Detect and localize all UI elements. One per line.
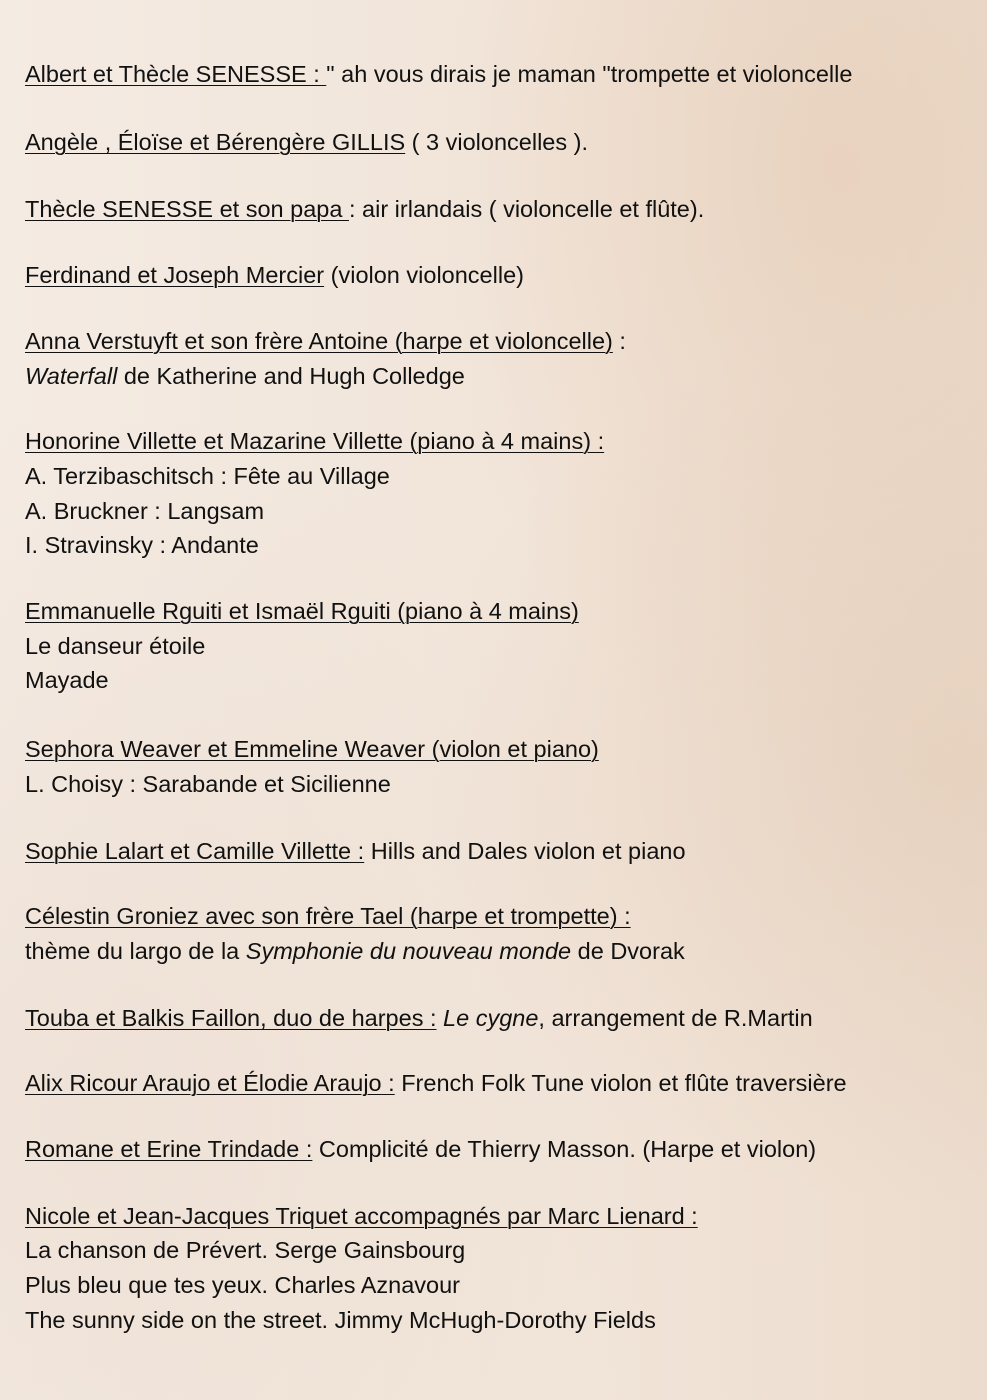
entry-line — [25, 57, 975, 92]
entry-line — [25, 899, 975, 934]
program-entry — [25, 834, 975, 869]
program-list — [25, 57, 975, 1338]
performers: Emmanuelle Rguiti et Ismaël Rguiti (piano à 4 mains) — [25, 598, 579, 625]
work-item: La chanson de Prévert. Serge Gainsbourg — [25, 1237, 466, 1264]
program-entry — [25, 1132, 975, 1167]
performers: Angèle , Éloïse et Bérengère GILLIS — [25, 128, 406, 155]
entry-line — [25, 359, 975, 394]
work-item: Le danseur étoile — [25, 632, 206, 659]
program-entry — [25, 1066, 975, 1101]
piece: : — [612, 327, 626, 354]
piece: " ah vous dirais je maman "trompette et violoncelle — [326, 61, 853, 87]
performers: Sophie Lalart et Camille Villette : — [25, 837, 365, 864]
piece: , arrangement de R.Martin — [538, 1004, 813, 1031]
program-entry — [25, 57, 975, 92]
entry-line — [25, 1001, 975, 1036]
performers: Touba et Balkis Faillon, duo de harpes : — [25, 1004, 437, 1031]
entry-line — [25, 1132, 975, 1167]
program-entry — [25, 424, 975, 563]
entry-line — [25, 732, 975, 767]
entry-line — [25, 258, 975, 293]
entry-line — [25, 934, 975, 969]
program-entry — [25, 192, 975, 227]
entry-line — [25, 594, 975, 629]
work-title: Waterfall — [25, 362, 118, 389]
performers: Célestin Groniez avec son frère Tael (harpe et trompette) : — [25, 903, 631, 930]
work-item: A. Terzibaschitsch : Fête au Village — [25, 462, 390, 489]
program-entry — [25, 1199, 975, 1338]
work-item: The sunny side on the street. Jimmy McHugh-Dorothy Fields — [25, 1306, 656, 1333]
work-credit: de Dvorak — [571, 937, 685, 964]
work-title: Symphonie du nouveau monde — [245, 937, 572, 964]
entry-line — [25, 424, 975, 459]
entry-line — [25, 192, 975, 227]
work-item: Plus bleu que tes yeux. Charles Aznavour — [25, 1272, 461, 1299]
performers: Romane et Erine Trindade : — [25, 1136, 313, 1163]
program-entry — [25, 125, 975, 160]
performers: Nicole et Jean-Jacques Triquet accompagnés par Marc Lienard : — [25, 1202, 698, 1229]
entry-line — [25, 324, 975, 359]
program-entry — [25, 1001, 975, 1036]
performers: Anna Verstuyft et son frère Antoine (harpe et violoncelle) — [25, 327, 613, 354]
piece: Complicité de Thierry Masson. (Harpe et violon) — [312, 1136, 817, 1163]
work-title: Le cygne — [436, 1004, 539, 1031]
performers: Ferdinand et Joseph Mercier — [25, 262, 325, 289]
performers: Alix Ricour Araujo et Élodie Araujo : — [25, 1070, 395, 1097]
program-entry — [25, 324, 975, 393]
piece: Hills and Dales violon et piano — [364, 837, 686, 864]
work-item: I. Stravinsky : Andante — [25, 532, 259, 559]
entry-line — [25, 1199, 975, 1234]
program-entry — [25, 594, 975, 698]
entry-line — [25, 834, 975, 869]
work-prefix: thème du largo de la — [25, 937, 246, 964]
performers: Thècle SENESSE et son papa — [25, 196, 349, 223]
piece: ( 3 violoncelles ). — [405, 128, 589, 155]
performers: Sephora Weaver et Emmeline Weaver (violon et piano) — [25, 736, 599, 763]
work-item: Mayade — [25, 667, 109, 694]
work-credit: de Katherine and Hugh Colledge — [117, 362, 465, 389]
piece: (violon violoncelle) — [324, 262, 524, 289]
program-entry — [25, 899, 975, 968]
entry-line — [25, 125, 975, 160]
performers: Albert et Thècle SENESSE : — [25, 61, 327, 87]
work-item: A. Bruckner : Langsam — [25, 497, 265, 524]
piece: French Folk Tune violon et flûte traversière — [394, 1070, 847, 1097]
performers: Honorine Villette et Mazarine Villette (piano à 4 mains) : — [25, 428, 605, 455]
entry-line — [25, 1066, 975, 1101]
work-item: L. Choisy : Sarabande et Sicilienne — [25, 770, 391, 797]
program-entry — [25, 258, 975, 293]
piece: : air irlandais ( violoncelle et flûte). — [348, 196, 705, 223]
program-entry — [25, 732, 975, 801]
